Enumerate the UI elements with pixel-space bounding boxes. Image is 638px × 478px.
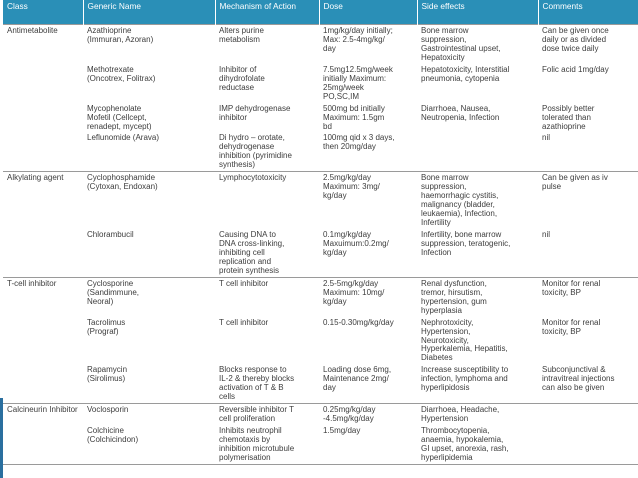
- cell-text-line: kg/day: [323, 296, 347, 306]
- cell-text-line: GI upset, anorexia, rash,: [421, 443, 509, 453]
- cell-text-line: T-cell inhibitor: [7, 278, 57, 288]
- cell-text-line: Cyclosporine: [87, 278, 134, 288]
- comments-cell: [538, 404, 638, 425]
- cell-text-line: protein synthesis: [219, 265, 280, 275]
- table-row: [3, 103, 638, 133]
- generic-name-cell: [83, 317, 215, 365]
- cell-text-line: pulse: [542, 182, 562, 192]
- header-generic-name: Generic Name: [83, 0, 215, 25]
- class-cell: [3, 132, 83, 171]
- cell-text-line: Bone marrow: [421, 173, 469, 183]
- cell-text-line: Infertility, bone marrow: [421, 230, 502, 240]
- cell-text-line: nil: [542, 133, 551, 143]
- cell-text-line: Neutropenia, Infection: [421, 112, 500, 122]
- table-row: [3, 229, 638, 277]
- dose-cell: [319, 404, 417, 425]
- mechanism-cell: [215, 229, 319, 277]
- cell-text-line: synthesis): [219, 160, 256, 170]
- cell-text-line: Methotrexate: [87, 64, 134, 74]
- table-row: [3, 25, 638, 64]
- cell-text-line: Hepatotoxicity, Interstitial: [421, 64, 510, 74]
- mechanism-cell: [215, 103, 319, 133]
- mechanism-cell: [215, 317, 319, 365]
- cell-text-line: dose twice daily: [542, 43, 599, 53]
- mechanism-cell: [215, 172, 319, 229]
- cell-text-line: cell proliferation: [219, 414, 276, 424]
- cell-text-line: suppression,: [421, 182, 467, 192]
- header-mechanism: Mechanism of Action: [215, 0, 319, 25]
- cell-text-line: Hypertension,: [421, 326, 471, 336]
- cell-text-line: 0.1mg/kg/day: [323, 230, 372, 240]
- cell-text-line: cells: [219, 392, 236, 402]
- cell-text-line: 0.25mg/kg/day: [323, 405, 376, 415]
- table-row: [3, 64, 638, 103]
- cell-text-line: DNA cross-linking,: [219, 238, 285, 248]
- cell-text-line: Chlorambucil: [87, 230, 134, 240]
- cell-text-line: Nephrotoxicity,: [421, 317, 474, 327]
- cell-text-line: Can be given as iv: [542, 173, 608, 183]
- side-effects-cell: [417, 132, 538, 171]
- cell-text-line: 1mg/kg/day initially;: [323, 26, 393, 35]
- class-cell: [3, 25, 83, 64]
- cell-text-line: (Sandimmune,: [87, 287, 140, 297]
- cell-text-line: Infection: [421, 247, 452, 257]
- cell-text-line: Can be given once: [542, 26, 609, 35]
- generic-name-cell: [83, 277, 215, 316]
- comments-cell: [538, 25, 638, 64]
- class-cell: [3, 172, 83, 229]
- mechanism-cell: [215, 25, 319, 64]
- cell-text-line: Inhibitor of: [219, 64, 257, 74]
- class-cell: [3, 229, 83, 277]
- cell-text-line: Maximum: 10mg/: [323, 287, 385, 297]
- cell-text-line: Cyclophosphamide: [87, 173, 156, 183]
- cell-text-line: activation of T & B: [219, 383, 284, 393]
- cell-text-line: Tacrolimus: [87, 317, 126, 327]
- generic-name-cell: [83, 364, 215, 403]
- side-effects-cell: [417, 277, 538, 316]
- cell-text-line: then 20mg/day: [323, 142, 376, 152]
- cell-text-line: 0.15-0.30mg/kg/day: [323, 317, 394, 327]
- cell-text-line: 2.5mg/kg/day: [323, 173, 372, 183]
- cell-text-line: Renal dysfunction,: [421, 278, 487, 288]
- cell-text-line: hyperplasia: [421, 305, 462, 315]
- header-row: [3, 0, 638, 25]
- dose-cell: [319, 277, 417, 316]
- mechanism-cell: [215, 64, 319, 103]
- cell-text-line: Lymphocytotoxicity: [219, 173, 287, 183]
- side-effects-cell: [417, 25, 538, 64]
- table-row: [3, 425, 638, 464]
- comments-cell: [538, 364, 638, 403]
- table-row: [3, 317, 638, 365]
- side-effects-cell: [417, 317, 538, 365]
- cell-text-line: Hypertension: [421, 414, 469, 424]
- cell-text-line: Alkylating agent: [7, 173, 64, 183]
- cell-text-line: T cell inhibitor: [219, 317, 269, 327]
- cell-text-line: Neurotoxicity,: [421, 335, 469, 345]
- comments-cell: [538, 317, 638, 365]
- comments-cell: [538, 64, 638, 103]
- cell-text-line: inhibition (pyrimidine: [219, 151, 292, 161]
- cell-text-line: hyperlipidosis: [421, 383, 470, 393]
- cell-text-line: (Immuran, Azoran): [87, 34, 154, 44]
- cell-text-line: metabolism: [219, 34, 260, 44]
- generic-name-cell: [83, 132, 215, 171]
- table-body: [3, 25, 638, 465]
- class-cell: [3, 364, 83, 403]
- cell-text-line: Mycophenolate: [87, 103, 142, 113]
- cell-text-line: 1.5mg/day: [323, 426, 361, 436]
- table-row: [3, 172, 638, 229]
- generic-name-cell: [83, 172, 215, 229]
- cell-text-line: Diarrhoea, Nausea,: [421, 103, 491, 113]
- cell-text-line: tolerated than: [542, 112, 591, 122]
- cell-text-line: azathioprine: [542, 121, 586, 131]
- table-header: [3, 0, 638, 25]
- cell-text-line: Folic acid 1mg/day: [542, 64, 609, 74]
- header-dose: Dose: [319, 0, 417, 25]
- cell-text-line: Inhibits neutrophil: [219, 426, 282, 436]
- dose-cell: [319, 25, 417, 64]
- cell-text-line: Di hydro – orotate,: [219, 133, 285, 143]
- cell-text-line: Monitor for renal: [542, 278, 601, 288]
- cell-text-line: Calcineurin Inhibitor: [7, 405, 78, 415]
- side-effects-cell: [417, 404, 538, 425]
- cell-text-line: 25mg/week: [323, 82, 364, 92]
- mechanism-cell: [215, 132, 319, 171]
- comments-cell: [538, 172, 638, 229]
- mechanism-cell: [215, 404, 319, 425]
- cell-text-line: (Cytoxan, Endoxan): [87, 182, 158, 192]
- side-effects-cell: [417, 229, 538, 277]
- side-effects-cell: [417, 103, 538, 133]
- mechanism-cell: [215, 364, 319, 403]
- generic-name-cell: [83, 64, 215, 103]
- cell-text-line: can also be given: [542, 383, 605, 393]
- class-cell: [3, 404, 83, 425]
- cell-text-line: Increase susceptibility to: [421, 365, 509, 375]
- cell-text-line: Bone marrow: [421, 26, 469, 35]
- cell-text-line: dihydrofolate: [219, 73, 265, 83]
- cell-text-line: Mofetil (Cellcept,: [87, 112, 147, 122]
- generic-name-cell: [83, 103, 215, 133]
- cell-text-line: Maxuimum:0.2mg/: [323, 238, 389, 248]
- cell-text-line: Diarrhoea, Headache,: [421, 405, 500, 415]
- cell-text-line: Gastrointestinal upset,: [421, 43, 501, 53]
- cell-text-line: malignancy (bladder,: [421, 200, 495, 210]
- class-cell: [3, 425, 83, 464]
- cell-text-line: dehydrogenase: [219, 142, 275, 152]
- cell-text-line: Hyperkalemia, Hepatitis,: [421, 344, 508, 354]
- cell-text-line: toxicity, BP: [542, 287, 581, 297]
- comments-cell: [538, 132, 638, 171]
- cell-text-line: Voclosporin: [87, 405, 129, 415]
- cell-text-line: Maintenance 2mg/: [323, 374, 389, 384]
- dose-cell: [319, 425, 417, 464]
- cell-text-line: Subconjunctival &: [542, 365, 606, 375]
- class-cell: [3, 103, 83, 133]
- cell-text-line: reductase: [219, 82, 255, 92]
- cell-text-line: Diabetes: [421, 353, 453, 363]
- header-class: Class: [3, 0, 83, 25]
- cell-text-line: T cell inhibitor: [219, 278, 269, 288]
- cell-text-line: infection, lymphoma and: [421, 374, 508, 384]
- cell-text-line: nil: [542, 230, 551, 240]
- cell-text-line: (Oncotrex, Folitrax): [87, 73, 156, 83]
- drug-table: [3, 0, 638, 465]
- cell-text-line: suppression, teratogenic,: [421, 238, 511, 248]
- side-effects-cell: [417, 425, 538, 464]
- generic-name-cell: [83, 425, 215, 464]
- dose-cell: [319, 103, 417, 133]
- side-effects-cell: [417, 172, 538, 229]
- dose-cell: [319, 364, 417, 403]
- cell-text-line: tremor, hirsutism,: [421, 287, 483, 297]
- mechanism-cell: [215, 277, 319, 316]
- comments-cell: [538, 277, 638, 316]
- dose-cell: [319, 132, 417, 171]
- cell-text-line: Monitor for renal: [542, 317, 601, 327]
- cell-text-line: IL-2 & thereby blocks: [219, 374, 295, 384]
- side-effects-cell: [417, 364, 538, 403]
- cell-text-line: anaemia, hypokalemia,: [421, 435, 504, 445]
- cell-text-line: 100mg qid x 3 days,: [323, 133, 395, 143]
- cell-text-line: Max: 2.5-4mg/kg/: [323, 34, 385, 44]
- table-row: [3, 364, 638, 403]
- cell-text-line: Maximum: 1.5gm: [323, 112, 385, 122]
- header-comments: Comments: [538, 0, 638, 25]
- cell-text-line: toxicity, BP: [542, 326, 581, 336]
- mechanism-cell: [215, 425, 319, 464]
- comments-cell: [538, 229, 638, 277]
- cell-text-line: polymerisation: [219, 452, 271, 462]
- cell-text-line: daily or as divided: [542, 34, 607, 44]
- cell-text-line: suppression,: [421, 34, 467, 44]
- cell-text-line: haemorrhagic cystitis,: [421, 191, 499, 201]
- cell-text-line: Possibly better: [542, 103, 595, 113]
- class-cell: [3, 317, 83, 365]
- generic-name-cell: [83, 229, 215, 277]
- cell-text-line: Leflunomide (Arava): [87, 133, 160, 143]
- cell-text-line: Causing DNA to: [219, 230, 276, 240]
- cell-text-line: Hepatoxicity: [421, 52, 465, 62]
- comments-cell: [538, 425, 638, 464]
- table-row: [3, 404, 638, 425]
- class-cell: [3, 277, 83, 316]
- cell-text-line: Infertility: [421, 218, 451, 228]
- cell-text-line: 500mg bd initially: [323, 103, 385, 113]
- class-cell: [3, 64, 83, 103]
- cell-text-line: Alters purine: [219, 26, 264, 35]
- cell-text-line: -4.5mg/kg/day: [323, 414, 374, 424]
- cell-text-line: renadept, mycept): [87, 121, 152, 131]
- cell-text-line: PO,SC,IM: [323, 91, 360, 101]
- generic-name-cell: [83, 404, 215, 425]
- dose-cell: [319, 229, 417, 277]
- header-side-effects: Side effects: [417, 0, 538, 25]
- side-effects-cell: [417, 64, 538, 103]
- cell-text-line: chemotaxis by: [219, 435, 271, 445]
- cell-text-line: (Sirolimus): [87, 374, 126, 384]
- cell-text-line: 7.5mg12.5mg/week: [323, 64, 393, 74]
- dose-cell: [319, 64, 417, 103]
- cell-text-line: Colchicine: [87, 426, 124, 436]
- cell-text-line: Maximum: 3mg/: [323, 182, 380, 192]
- cell-text-line: day: [323, 383, 336, 393]
- cell-text-line: hyperlipidemia: [421, 452, 473, 462]
- dose-cell: [319, 172, 417, 229]
- cell-text-line: (Colchicindon): [87, 435, 139, 445]
- cell-text-line: intravitreal injections: [542, 374, 615, 384]
- cell-text-line: Reversible inhibitor T: [219, 405, 294, 415]
- cell-text-line: hypertension, gum: [421, 296, 487, 306]
- cell-text-line: kg/day: [323, 191, 347, 201]
- cell-text-line: inhibition microtubule: [219, 443, 295, 453]
- cell-text-line: Neoral): [87, 296, 114, 306]
- cell-text-line: bd: [323, 121, 332, 131]
- cell-text-line: pneumonia, cytopenia: [421, 73, 500, 83]
- cell-text-line: 2.5-5mg/kg/day: [323, 278, 379, 288]
- cell-text-line: day: [323, 43, 336, 53]
- table-row: [3, 132, 638, 171]
- comments-cell: [538, 103, 638, 133]
- cell-text-line: Rapamycin: [87, 365, 128, 375]
- cell-text-line: kg/day: [323, 247, 347, 257]
- dose-cell: [319, 317, 417, 365]
- cell-text-line: IMP dehydrogenase: [219, 103, 291, 113]
- cell-text-line: Azathioprine: [87, 26, 132, 35]
- cell-text-line: leukaemia), Infection,: [421, 209, 498, 219]
- cell-text-line: Loading dose 6mg,: [323, 365, 392, 375]
- cell-text-line: initially Maximum:: [323, 73, 387, 83]
- generic-name-cell: [83, 25, 215, 64]
- cell-text-line: (Prograf): [87, 326, 119, 336]
- table-row: [3, 277, 638, 316]
- cell-text-line: Antimetabolite: [7, 26, 58, 35]
- cell-text-line: replication and: [219, 256, 272, 266]
- cell-text-line: inhibiting cell: [219, 247, 265, 257]
- cell-text-line: Blocks response to: [219, 365, 287, 375]
- cell-text-line: inhibitor: [219, 112, 248, 122]
- cell-text-line: Thrombocytopenia,: [421, 426, 490, 436]
